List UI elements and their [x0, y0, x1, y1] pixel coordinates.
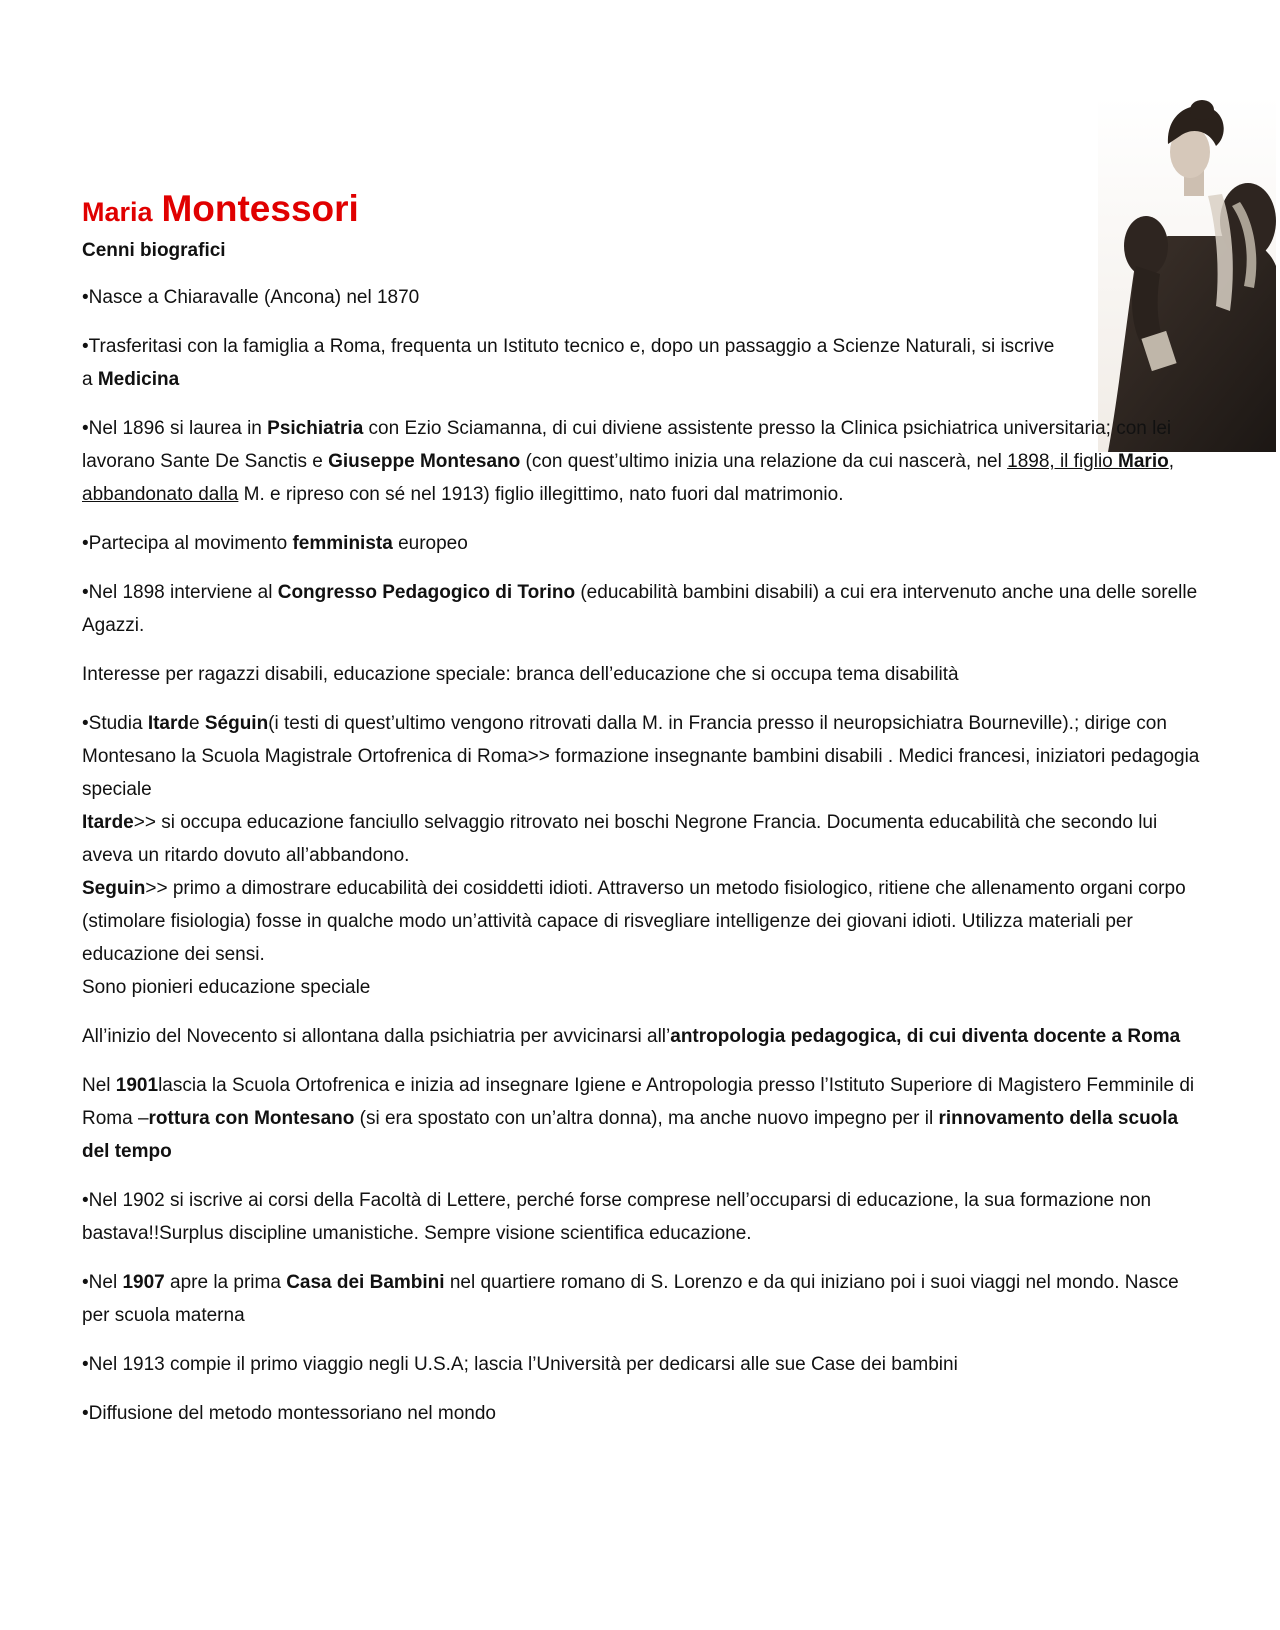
page-title — [82, 190, 1202, 227]
paragraph-congress: •Nel 1898 interviene al Congresso Pedagogico di Torino (educabilità bambini disabili) a cui era intervenuto anche una delle sorelle Agazzi. — [82, 582, 1198, 636]
paragraph-itard-seguin: •Studia Itarde Séguin(i testi di quest’ultimo vengono ritrovati dalla M. in Francia presso il neuropsichiatra Bourneville).; dirige con Montesano la Scuola Magistrale Ortofrenica di Roma>> formazione insegnante bambini disabili . Medici francesi, iniziatori pedagogia speciale Itarde>> si occupa educazione fanciullo selvaggio ritrovato nei boschi Negrone Francia. Documenta educabilità che secondo lui aveva un ritardo dovuto all’abbandono. Seguin>> primo a dimostrare educabilità dei cosiddetti idioti. Attraverso un metodo fisiologico, ritiene che allenamento organi corpo (stimolare fisiologia) fosse in qualche modo un’attività capace di risvegliare intelligenze dei giovani idioti. Utilizza materiali per educazione dei sensi. Sono pionieri educazione speciale — [82, 713, 1200, 998]
paragraph-1901: Nel 1901lascia la Scuola Ortofrenica e inizia ad insegnare Igiene e Antropologia presso l’Istituto Superiore di Magistero Femminile di Roma –rottura con Montesano (si era spostato con un’altra donna), ma anche nuovo impegno per il rinnovamento della scuola del tempo — [82, 1075, 1195, 1162]
paragraph-1913: •Nel 1913 compie il primo viaggio negli U.S.A; lascia l’Università per dedicarsi alle sue Case dei bambini — [82, 1354, 958, 1375]
paragraph-1907: •Nel 1907 apre la prima Casa dei Bambini nel quartiere romano di S. Lorenzo e da qui iniziano poi i suoi viaggi nel mondo. Nasce per scuola materna — [82, 1272, 1179, 1326]
title-first-name: Maria — [82, 197, 153, 227]
paragraph-diffusion: •Diffusione del metodo montessoriano nel mondo — [82, 1403, 496, 1424]
paragraph-feminism: •Partecipa al movimento femminista europeo — [82, 533, 468, 554]
paragraph-1902: •Nel 1902 si iscrive ai corsi della Facoltà di Lettere, perché forse comprese nell’occuparsi di educazione, la sua formazione non bastava!!Surplus discipline umanistiche. Sempre visione scientifica educazione. — [82, 1190, 1152, 1244]
paragraph-studies: •Trasferitasi con la famiglia a Roma, frequenta un Istituto tecnico e, dopo un passaggio a Scienze Naturali, si iscrive a Medicina — [82, 336, 1055, 390]
paragraph-anthropology: All’inizio del Novecento si allontana dalla psichiatria per avvicinarsi all’antropologia pedagogica, di cui diventa docente a Roma — [82, 1026, 1181, 1047]
document-content — [82, 190, 1202, 1446]
title-last-name: Montessori — [161, 188, 359, 229]
section-subtitle: Cenni biografici — [82, 240, 226, 261]
paragraph-special-education: Interesse per ragazzi disabili, educazione speciale: branca dell’educazione che si occupa tema disabilità — [82, 664, 959, 685]
paragraph-degree: •Nel 1896 si laurea in Psichiatria con Ezio Sciamanna, di cui diviene assistente presso la Clinica psichiatrica universitaria; con lei lavorano Sante De Sanctis e Giuseppe Montesano (con quest’ultimo inizia una relazione da cui nascerà, nel 1898, il figlio Mario, abbandonato dalla M. e ripreso con sé nel 1913) figlio illegittimo, nato fuori dal matrimonio. — [82, 418, 1174, 505]
paragraph-birth: •Nasce a Chiaravalle (Ancona) nel 1870 — [82, 287, 420, 308]
